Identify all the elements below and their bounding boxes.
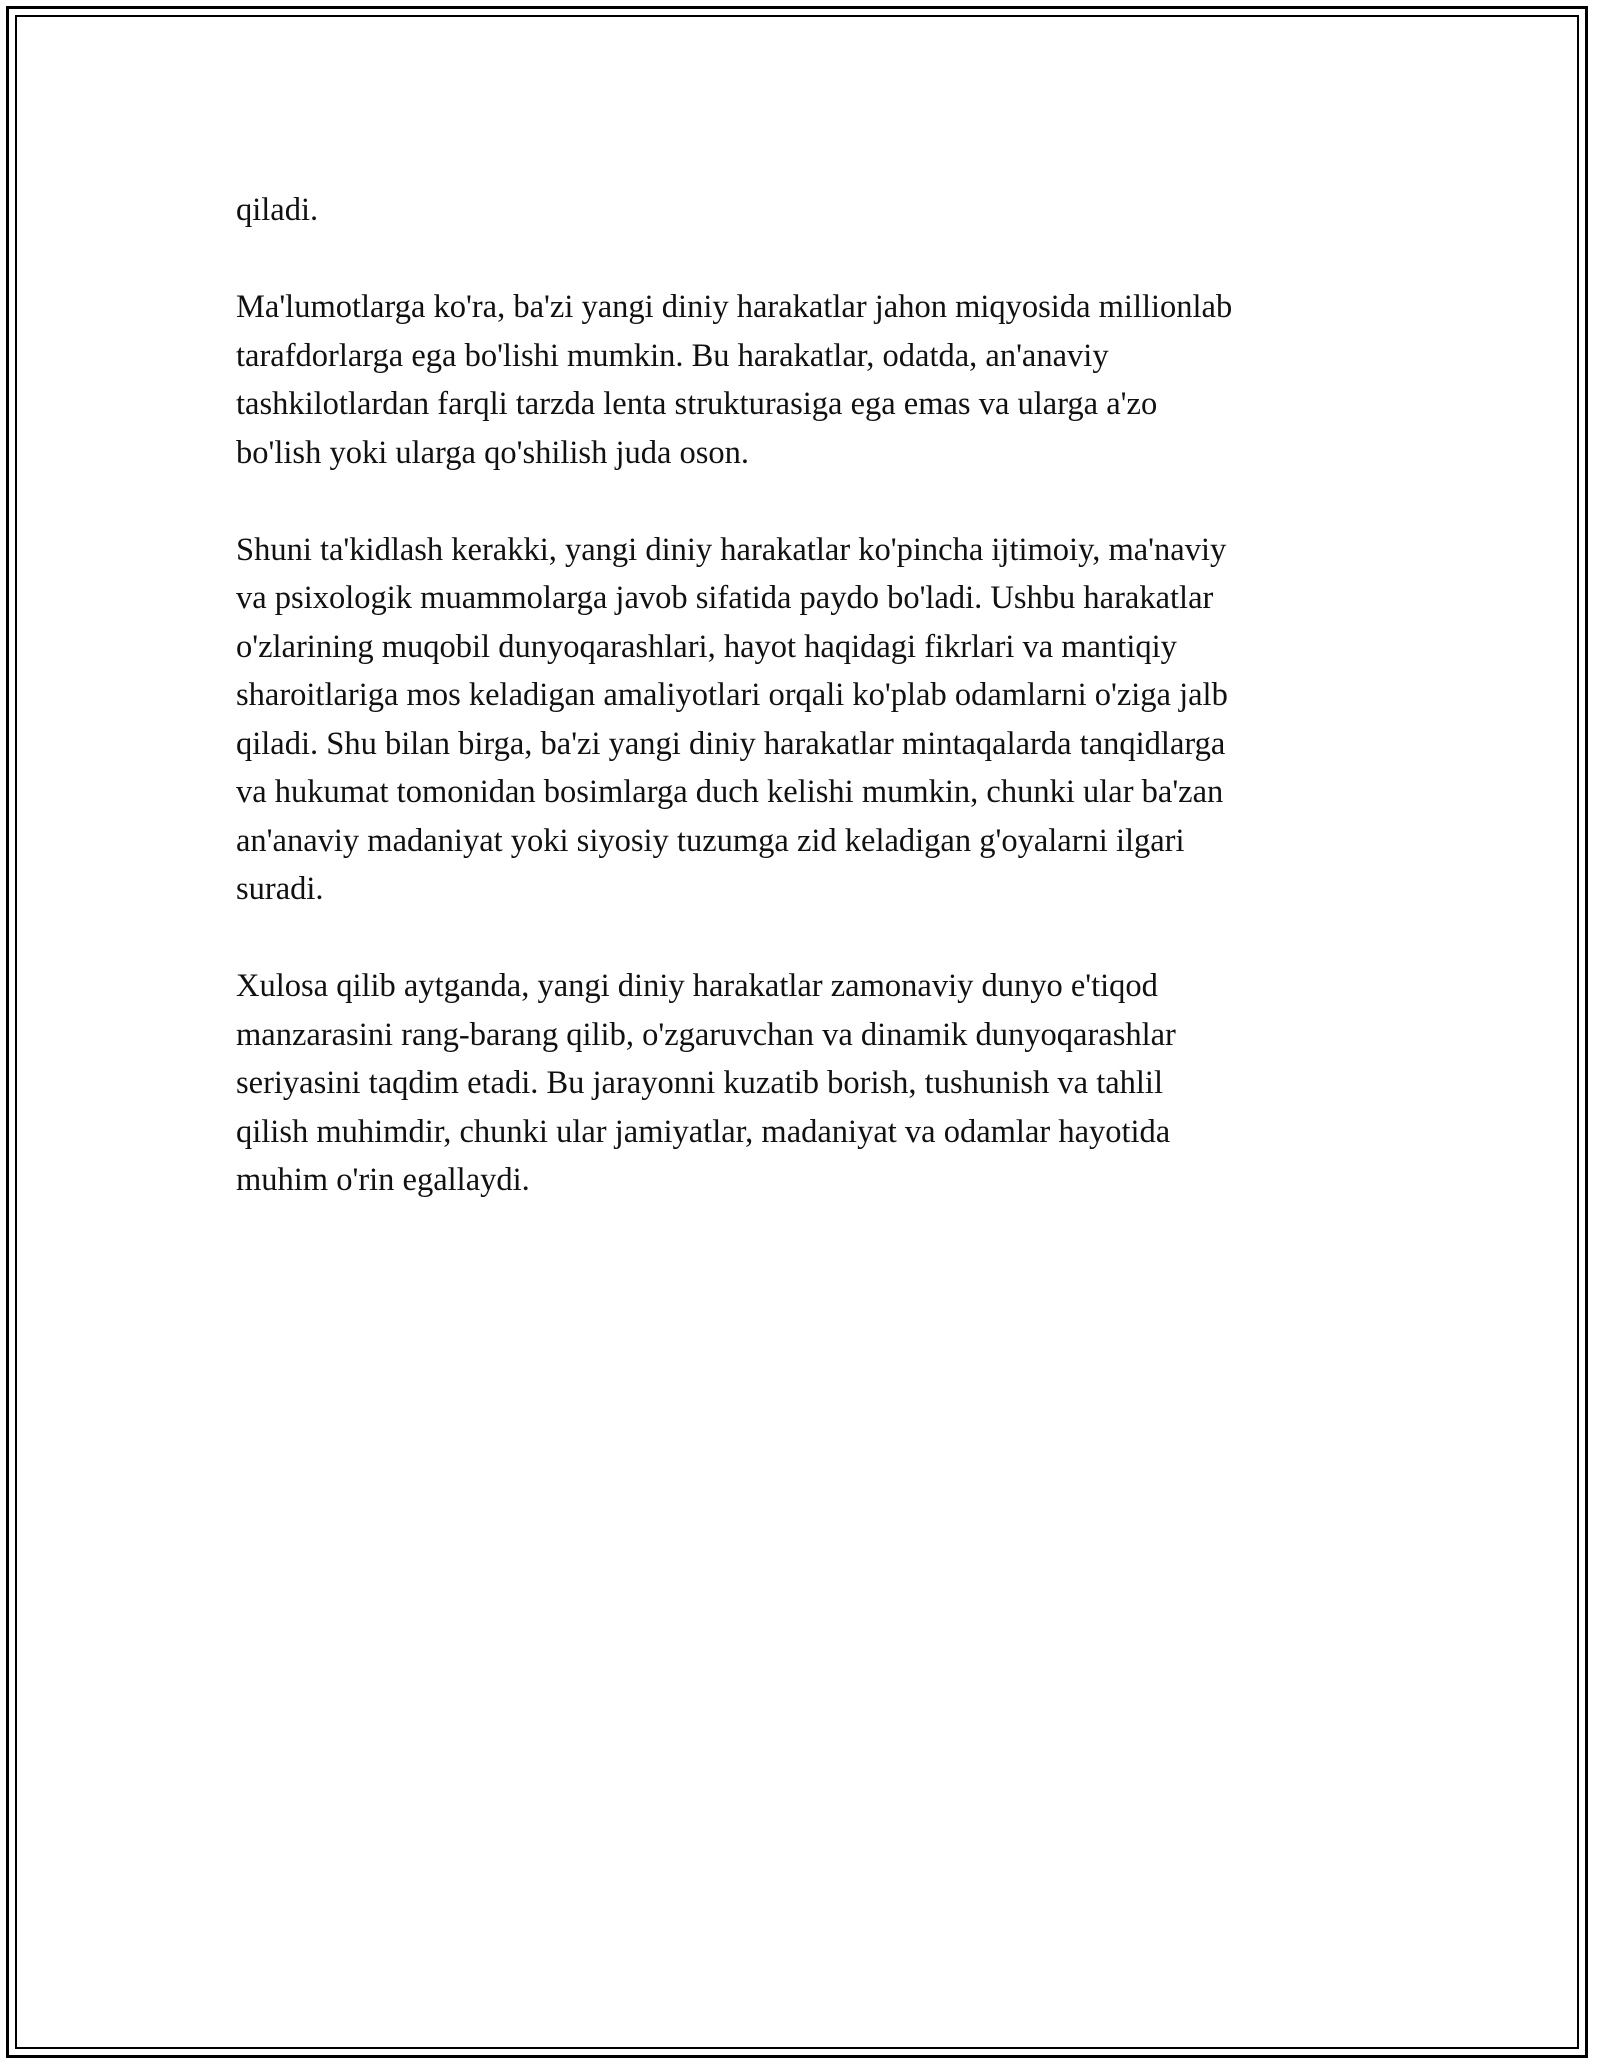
document-body xyxy=(236,186,1386,1253)
paragraph-followers: Ma'lumotlarga ko'ra, ba'zi yangi diniy harakatlar jahon miqyosida millionlab tarafdorlarga ega bo'lishi mumkin. Bu harakatlar, odatda, an'anaviy tashkilotlardan farqli tarzda lenta strukturasiga ega emas va ularga a'zo bo'lish yoki ularga qo'shilish juda oson. xyxy=(236,289,1233,471)
paragraph-continuation: qiladi. xyxy=(236,192,319,228)
paragraph-conclusion: Xulosa qilib aytganda, yangi diniy harakatlar zamonaviy dunyo e'tiqod manzarasini rang-barang qilib, o'zgaruvchan va dinamik dunyoqarashlar seriyasini taqdim etadi. Bu jarayonni kuzatib borish, tushunish va tahlil qilish muhimdir, chunki ular jamiyatlar, madaniyat va odamlar hayotida muhim o'rin egallaydi. xyxy=(236,968,1176,1198)
paragraph-emergence: Shuni ta'kidlash kerakki, yangi diniy harakatlar ko'pincha ijtimoiy, ma'naviy va psixologik muammolarga javob sifatida paydo bo'ladi. Ushbu harakatlar o'zlarining muqobil dunyoqarashlari, hayot haqidagi fikrlari va mantiqiy sharoitlariga mos keladigan amaliyotlari orqali ko'plab odamlarni o'ziga jalb qiladi. Shu bilan birga, ba'zi yangi diniy harakatlar mintaqalarda tanqidlarga va hukumat tomonidan bosimlarga duch kelishi mumkin, chunki ular ba'zan an'anaviy madaniyat yoki siyosiy tuzumga zid keladigan g'oyalarni ilgari suradi. xyxy=(236,531,1228,907)
